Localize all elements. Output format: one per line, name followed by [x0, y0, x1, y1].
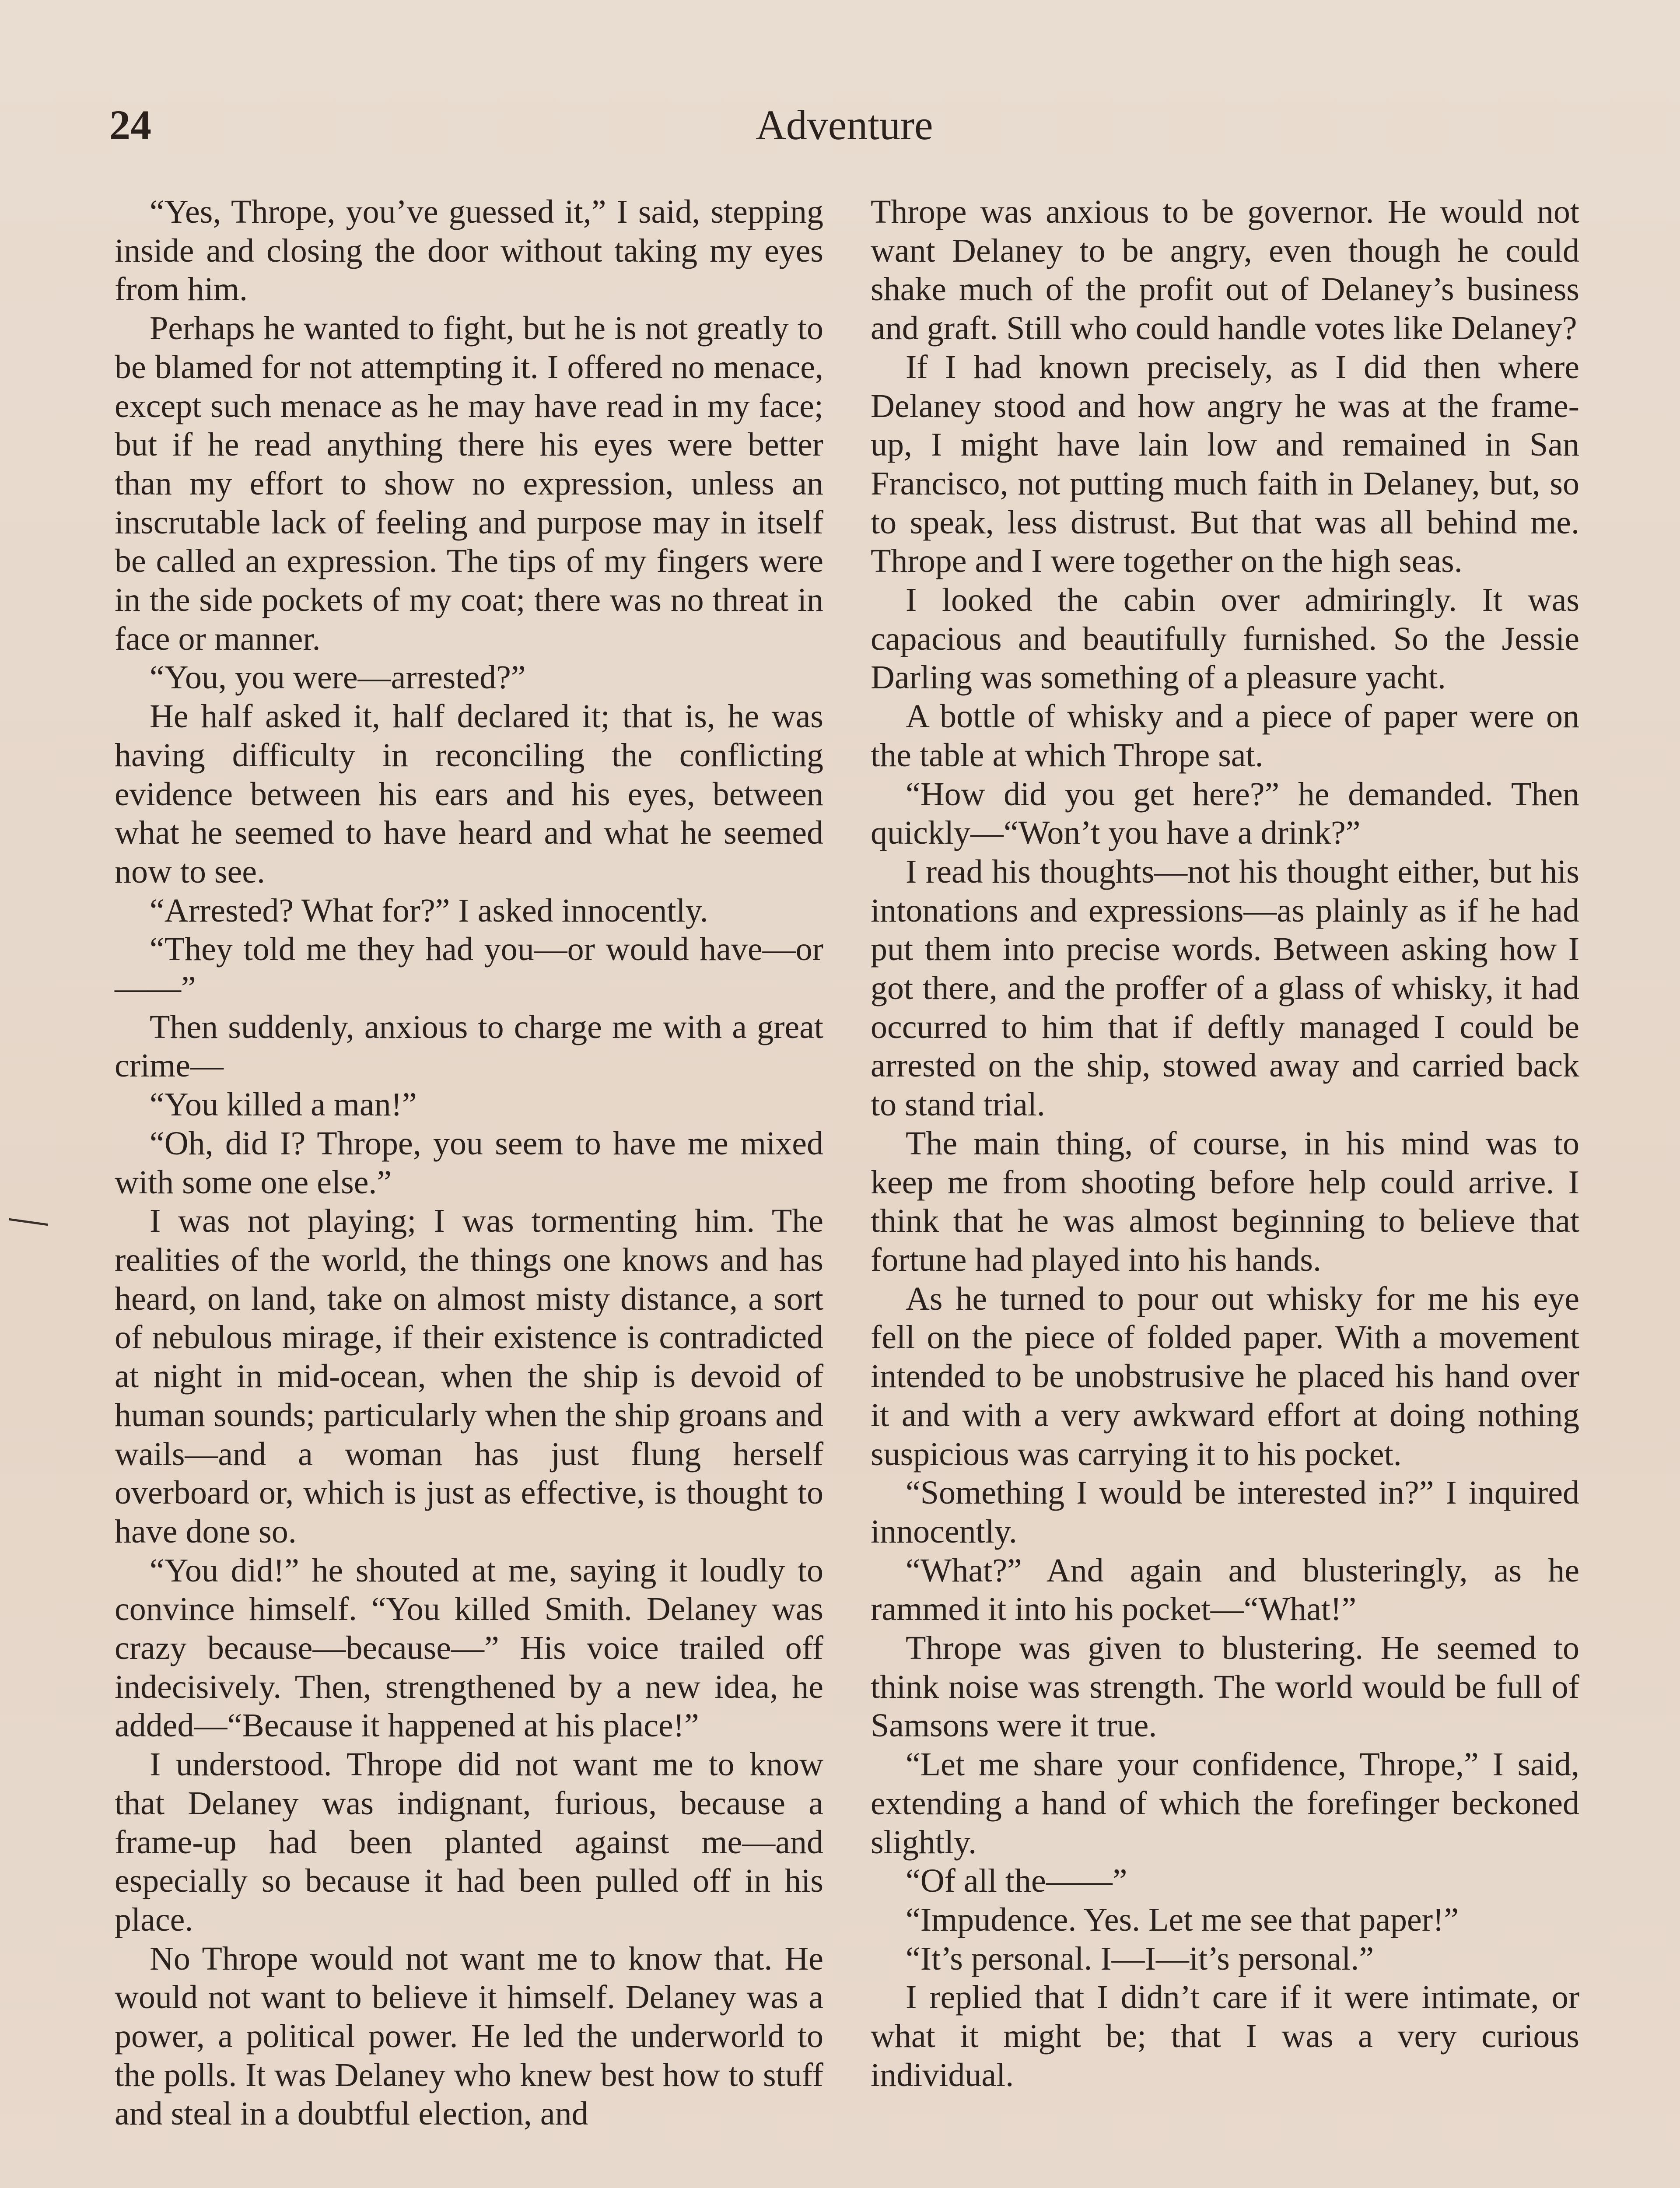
paragraph: “What?” And again and blusteringly, as he rammed it into his pocket—“What!” — [871, 1552, 1579, 1628]
paragraph: Thrope was given to blustering. He seemed to think noise was strength. The world would be full of Samsons were it true. — [871, 1630, 1579, 1744]
page-number: 24 — [109, 102, 151, 148]
paragraph: “It’s personal. I—I—it’s personal.” — [906, 1940, 1374, 1977]
margin-pencil-mark — [9, 1218, 48, 1226]
paragraph: The main thing, of course, in his mind was to keep me from shooting before help could arrive. I think that he was almost beginning to believe that fortune had played into his hands. — [871, 1125, 1579, 1278]
paragraph: Perhaps he wanted to fight, but he is not greatly to be blamed for not attempting it. I offered no menace, except such menace as he may have read in my face; but if he read anything there his eyes were better than my effort to show no expression, unless an inscrutable lack of feeling and purpose may in itself be called an expression. The tips of my fingers were in the side pockets of my coat; there was no threat in face or manner. — [115, 310, 823, 657]
running-title: Adventure — [756, 102, 933, 148]
paragraph: Thrope was anxious to be governor. He would not want Delaney to be angry, even though he could shake much of the profit out of Delaney’s business and graft. Still who could handle votes like Delaney? — [871, 193, 1579, 347]
paragraph: I looked the cabin over admiringly. It was capacious and beautifully furnished. So the Jessie Darling was something of a pleasure yacht. — [871, 582, 1579, 696]
page-header — [109, 101, 1579, 162]
paragraph: “You did!” he shouted at me, saying it loudly to convince himself. “You killed Smith. Delaney was crazy because—because—” His voice trailed off indecisively. Then, strengthened by a new idea, he added—“Because it happened at his place!” — [115, 1552, 823, 1744]
paragraph: “Arrested? What for?” I asked innocently. — [150, 892, 708, 929]
paragraph: I read his thoughts—not his thought either, but his intonations and expressions—as plainly as if he had put them into precise words. Between asking how I got there, and the proffer of a glass of whisky, it had occurred to him that if deftly managed I could be arrested on the ship, stowed away and carried back to stand trial. — [871, 853, 1579, 1123]
paragraph: No Thrope would not want me to know that. He would not want to believe it himself. Delaney was a power, a political power. He led the underworld to the polls. It was Delaney who knew best how to stuff and steal in a doubtful election, and — [115, 1940, 823, 2132]
paragraph: “They told me they had you—or would have—or——” — [115, 931, 823, 1007]
paragraph: “Let me share your confidence, Thrope,” I said, extending a hand of which the forefinger beckoned slightly. — [871, 1746, 1579, 1861]
paragraph: I understood. Thrope did not want me to know that Delaney was indignant, furious, because a frame-up had been planted against me—and especially so because it had been pulled off in his place. — [115, 1746, 823, 1938]
paragraph: “Something I would be interested in?” I inquired innocently. — [871, 1474, 1579, 1550]
paragraph: If I had known precisely, as I did then where Delaney stood and how angry he was at the frame-up, I might have lain low and remained in San Francisco, not putting much faith in Delaney, but, so to speak, less distrust. But that was all behind me. Thrope and I were together on the high seas. — [871, 348, 1579, 580]
paragraph: I replied that I didn’t care if it were intimate, or what it might be; that I was a very curious individual. — [871, 1979, 1579, 2093]
paragraph: “Impudence. Yes. Let me see that paper!” — [906, 1901, 1459, 1938]
paragraph: As he turned to pour out whisky for me his eye fell on the piece of folded paper. With a movement intended to be unobstrusive he placed his hand over it and with a very awkward effort at doing nothing suspicious was carrying it to his pocket. — [871, 1280, 1579, 1473]
paragraph: Then suddenly, anxious to charge me with a great crime— — [115, 1008, 823, 1084]
paragraph: A bottle of whisky and a piece of paper were on the table at which Thrope sat. — [871, 698, 1579, 774]
paragraph: I was not playing; I was tormenting him. The realities of the world, the things one knows and has heard, on land, take on almost misty distance, a sort of nebulous mirage, if their existence is contradicted at night in mid-ocean, when the ship is devoid of human sounds; particularly when the ship groans and wails—and a woman has just flung herself overboard or, which is just as effective, is thought to have done so. — [115, 1203, 823, 1550]
paragraph: He half asked it, half declared it; that is, he was having difficulty in reconciling the conflicting evidence between his ears and his eyes, between what he seemed to have heard and what he seemed now to see. — [115, 698, 823, 890]
left-text-column — [115, 193, 823, 2133]
paragraph: “You, you were—arrested?” — [150, 659, 526, 696]
paragraph: “Of all the——” — [906, 1862, 1127, 1900]
paragraph: “Yes, Thrope, you’ve guessed it,” I said, stepping inside and closing the door without taking my eyes from him. — [115, 193, 823, 308]
paragraph: “How did you get here?” he demanded. Then quickly—“Won’t you have a drink?” — [871, 775, 1579, 852]
paragraph: “Oh, did I? Thrope, you seem to have me mixed with some one else.” — [115, 1125, 823, 1201]
right-text-column — [871, 193, 1579, 2094]
paragraph: “You killed a man!” — [150, 1086, 417, 1123]
